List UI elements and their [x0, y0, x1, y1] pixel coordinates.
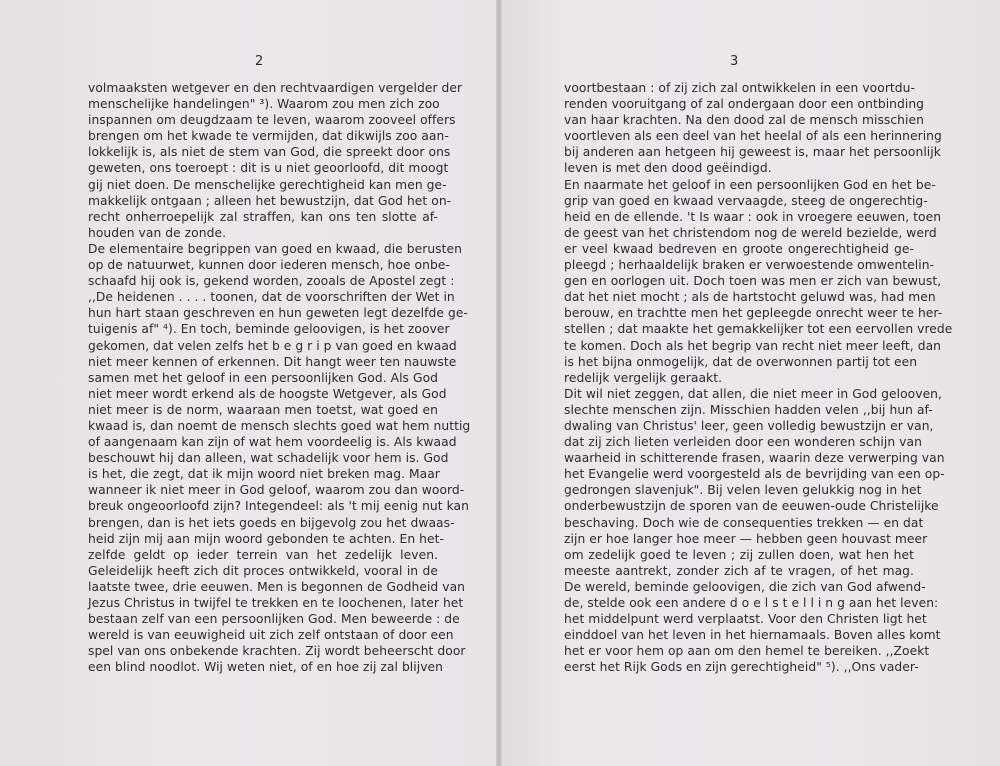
text-line: Dit wil niet zeggen, dat allen, die niet meer in God gelooven,	[564, 386, 942, 401]
text-line: laatste twee, drie eeuwen. Men is begonnen de Godheid van	[88, 579, 465, 594]
text-line: recht onherroepelijk zal straffen, kan ons ten slotte af-	[88, 209, 438, 224]
text-line: De elementaire begrippen van goed en kwaad, die berusten	[88, 241, 462, 256]
text-line: eerst het Rijk Gods en zijn gerechtigheid" ⁵). ,,Ons vader-	[564, 660, 919, 675]
text-line: brengen om het kwade te vermijden, dat dikwijls zoo aan-	[88, 129, 449, 144]
text-line: spel van ons onbekende krachten. Zij wordt beheerscht door	[88, 644, 466, 659]
text-line: het Evangelie werd voorgesteld als de bevrijding van een op-	[564, 467, 945, 482]
text-line: waarheid in schitterende frasen, waarin deze verwerping van	[564, 451, 945, 466]
text-line: beschouwt hij dan alleen, wat schadelijk voor hem is. God	[88, 451, 449, 466]
text-line: lokkelijk is, als niet de stem van God, die spreekt door ons	[88, 145, 451, 160]
text-line: slechte menschen zijn. Misschien hadden velen ,,bij hun af-	[564, 402, 933, 417]
text-line: er veel kwaad bedreven en groote ongerechtigheid ge-	[564, 241, 914, 256]
text-line: dat het niet mocht ; als de hartstocht geluwd was, had men	[564, 290, 936, 305]
text-line: gedrongen slavenjuk". Bij velen leven gelukkig nog in het	[564, 483, 922, 498]
text-line: gen en oorlogen uit. Doch toen was men er zich van bewust,	[564, 274, 942, 289]
text-line: het middelpunt werd verplaatst. Voor den Christen ligt het	[564, 612, 927, 627]
text-line: geweten, ons toeroept : dit is u niet geoorloofd, dit moogt	[88, 161, 449, 176]
text-line: meeste aantrekt, zonder zich af te vragen, of het mag.	[564, 563, 914, 578]
text-line: voortleven als een deel van het heelal of als een herinnering	[564, 129, 942, 144]
text-line: tuigenis af" ⁴). En toch, beminde geloovigen, is het zoover	[88, 322, 450, 337]
text-line: het er voor hem op aan om den hemel te bereiken. ,,Zoekt	[564, 644, 930, 659]
text-line: wanneer ik niet meer in God geloof, waarom zou dan woord-	[88, 483, 465, 498]
text-line: schaafd hij ook is, gekend worden, zooals de Apostel zegt :	[88, 274, 455, 289]
text-line: dat zij zich lieten verleiden door een wonderen schijn van	[564, 435, 922, 450]
left-page	[0, 0, 498, 766]
text-line: heid en de ellende. 't Is waar : ook in vroegere eeuwen, toen	[564, 209, 942, 224]
text-line: samen met het geloof in een persoonlijken God. Als God	[88, 370, 438, 385]
text-line: ,,De heidenen . . . . toonen, dat de voorschriften der Wet in	[88, 290, 455, 305]
text-line: bestaan zelf van een persoonlijken God. Men beweerde : de	[88, 612, 460, 627]
text-line: hun hart staan geschreven en hun geweten legt dezelfde ge-	[88, 306, 468, 321]
text-line: bij anderen aan hetgeen hij geweest is, maar het persoonlijk	[564, 145, 941, 160]
text-line: dwaling van Christus' leer, geen volledig bewustzijn er van,	[564, 418, 934, 433]
text-line: leven is met den dood geëindigd.	[564, 161, 772, 176]
text-line: is het, die zegt, dat ik mijn woord niet breken mag. Maar	[88, 467, 440, 482]
text-line: de, stelde ook een andere d o e l s t e l l i n g aan het leven:	[564, 596, 939, 610]
text-line: einddoel van het leven in het hiernamaals. Boven alles komt	[564, 628, 941, 643]
text-line: of aangenaam kan zijn of wat hem voordeelig is. Als kwaad	[88, 435, 457, 450]
text-line: redelijk vergelijk geraakt.	[564, 370, 723, 385]
text-line: houden van de zonde.	[88, 225, 227, 240]
text-line: voortbestaan : of zij zich zal ontwikkelen in een voortdu-	[564, 81, 915, 95]
text-line: En naarmate het geloof in een persoonlijken God en het be-	[564, 177, 936, 192]
text-line: Geleidelijk heeft zich dit proces ontwikkeld, vooral in de	[88, 563, 438, 578]
page-body-text	[564, 80, 953, 675]
text-line: makkelijk ontgaan ; alleen het bewustzijn, dat God het on-	[88, 193, 452, 208]
text-line: brengen, dan is het iets goeds en bijgevolg zou het dwaas-	[88, 515, 455, 530]
text-line: een blind noodlot. Wij weten niet, of en hoe zij zal blijven	[88, 660, 443, 675]
text-line: gij niet doen. De menschelijke gerechtigheid kan men ge-	[88, 177, 447, 192]
text-line: renden vooruitgang of zal ondergaan door een ontbinding	[564, 97, 925, 112]
text-line: inspannen om deugdzaam te leven, waarom zooveel offers	[88, 113, 456, 128]
page-number: 3	[730, 54, 739, 69]
book-spine	[496, 0, 502, 766]
text-line: stellen ; dat maakte het gemakkelijker tot een eervollen vrede	[564, 322, 953, 337]
text-line: De wereld, beminde geloovigen, die zich van God afwend-	[564, 579, 926, 594]
page-body-text	[88, 80, 471, 675]
text-line: Jezus Christus in twijfel te trekken en te loochenen, later het	[88, 596, 464, 610]
text-line: op de natuurwet, kunnen door iederen mensch, hoe onbe-	[88, 258, 450, 273]
text-line: grip van goed en kwaad vervaagde, steeg de ongerechtig-	[564, 193, 928, 208]
text-line: zelfde geldt op ieder terrein van het zedelijk leven.	[88, 547, 438, 562]
text-line: volmaaksten wetgever en den rechtvaardigen vergelder der	[88, 81, 463, 95]
text-line: wereld is van eeuwigheid uit zich zelf ontstaan of door een	[88, 628, 454, 643]
page-number: 2	[255, 54, 264, 69]
text-line: berouw, en trachtte men het gepleegde onrecht weer te her-	[564, 306, 943, 321]
text-line: gekomen, dat velen zelfs het b e g r i p van goed en kwaad	[88, 338, 457, 353]
text-line: de geest van het christendom nog de wereld bezielde, werd	[564, 225, 937, 240]
text-line: niet meer is de norm, waaraan men toetst, wat goed en	[88, 402, 438, 417]
text-line: pleegd ; herhaaldelijk braken er verwoestende omwentelin-	[564, 258, 935, 273]
text-line: is het bijna onmogelijk, dat de overwonnen partij tot een	[564, 354, 918, 369]
text-line: niet meer wordt erkend als de hoogste Wetgever, als God	[88, 386, 447, 401]
text-line: beschaving. Doch wie de consequenties trekken — en dat	[564, 515, 924, 530]
text-line: onderbewustzijn de sporen van de eeuwen-oude Christelijke	[564, 499, 939, 514]
text-line: kwaad is, dan noemt de mensch slechts goed wat hem nuttig	[88, 418, 471, 433]
text-line: menschelijke handelingen" ³). Waarom zou men zich zoo	[88, 97, 440, 112]
text-line: heid zijn mij aan mijn woord gebonden te achten. En het-	[88, 531, 444, 546]
text-line: van haar krachten. Na den dood zal de mensch misschien	[564, 113, 924, 128]
text-line: breuk ongeoorloofd zijn? Integendeel: als 't mij eenig nut kan	[88, 499, 469, 514]
right-page	[500, 0, 1000, 766]
text-line: om zedelijk goed te leven ; zij zullen doen, wat hen het	[564, 547, 914, 562]
text-line: niet meer kennen of erkennen. Dit hangt weer ten nauwste	[88, 354, 457, 369]
text-line: zijn er hoe langer hoe meer — hebben geen houvast meer	[564, 531, 928, 546]
text-line: te komen. Doch als het begrip van recht niet meer leeft, dan	[564, 338, 941, 353]
